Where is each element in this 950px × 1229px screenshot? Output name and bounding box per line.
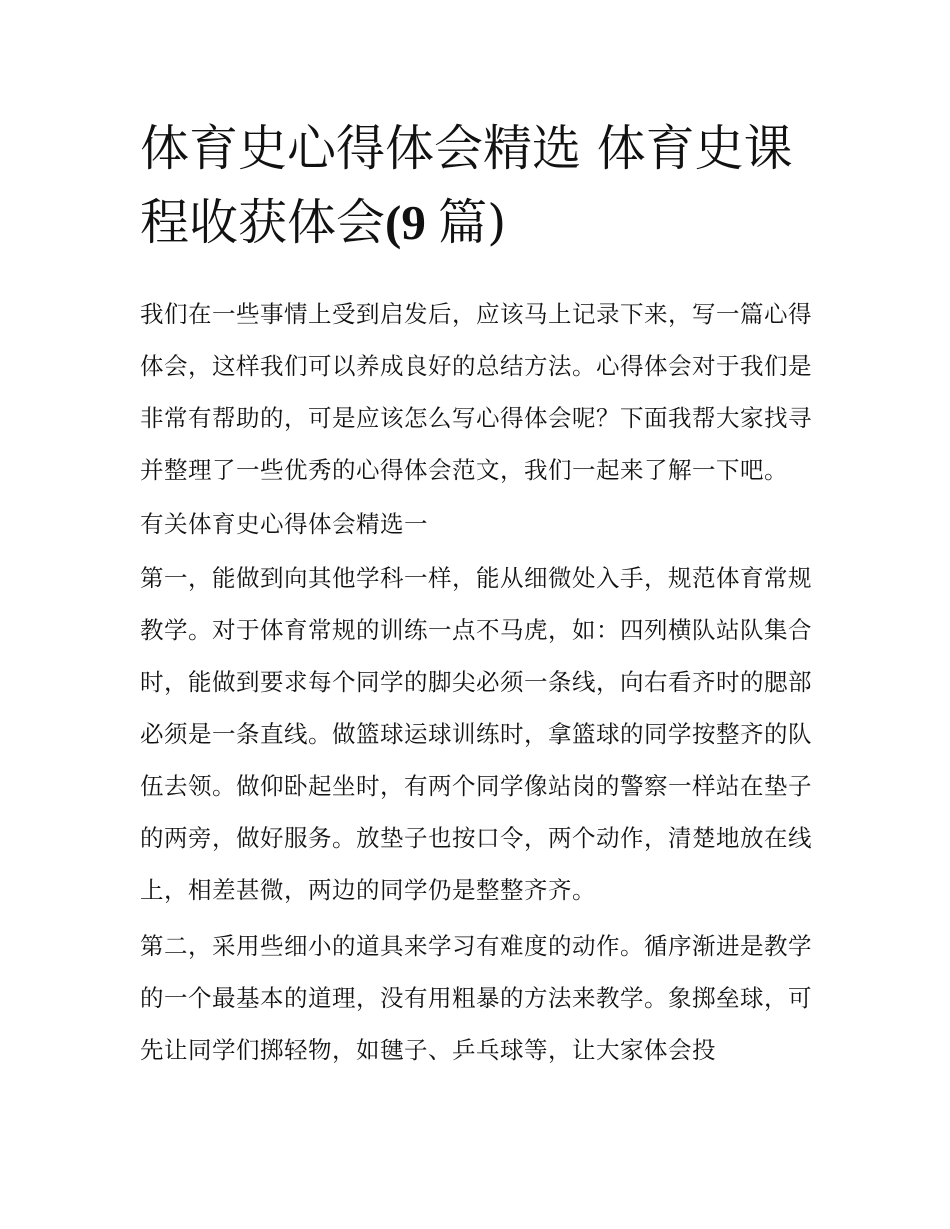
title-suffix: 篇) [438, 194, 507, 251]
document-page [140, 112, 812, 1080]
title-text: 体育史心得体会精选 体育史课程收获体会 [140, 120, 793, 251]
body-paragraph-2: 第二，采用些细小的道具来学习有难度的动作。循序渐进是教学的一个最基本的道理，没有用粗暴的方法来教学。象掷垒球，可先让同学们掷轻物，如毽子、乒乓球等，让大家体会投 [140, 932, 812, 1064]
document-title [140, 112, 812, 260]
body-paragraph-1: 第一，能做到向其他学科一样，能从细微处入手，规范体育常规教学。对于体育常规的训练一点不马虎，如：四列横队站队集合时，能做到要求每个同学的脚尖必须一条线，向右看齐时的腮部必须是一条直线。做篮球运球训练时，拿篮球的同学按整齐的队伍去领。做仰卧起坐时，有两个同学像站岗的警察一样站在垫子的两旁，做好服务。放垫子也按口令，两个动作，清楚地放在线上，相差甚微，两边的同学仍是整整齐齐。 [140, 564, 812, 904]
title-count: (9 [385, 195, 439, 250]
intro-paragraph: 我们在一些事情上受到启发后，应该马上记录下来，写一篇心得体会，这样我们可以养成良好的总结方法。心得体会对于我们是非常有帮助的，可是应该怎么写心得体会呢？下面我帮大家找寻并整理了一些优秀的心得体会范文，我们一起来了解一下吧。 [140, 300, 812, 484]
section-heading: 有关体育史心得体会精选一 [140, 510, 428, 538]
